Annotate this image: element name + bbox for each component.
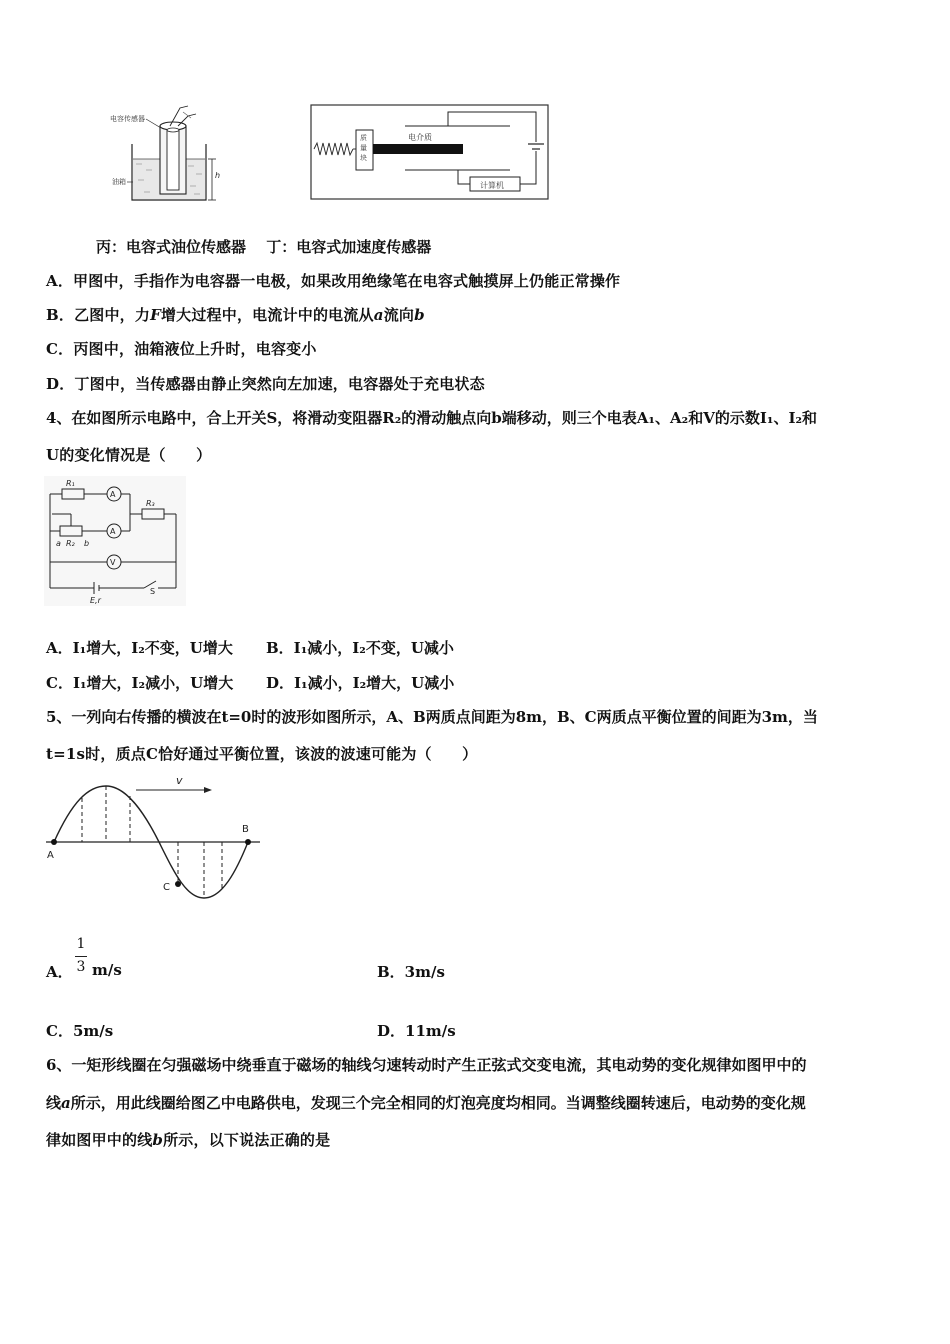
q3-option-d: D．丁图中，当传感器由静止突然向左加速，电容器处于充电状态 bbox=[46, 375, 485, 393]
q5-option-a-label: A． bbox=[46, 963, 73, 981]
q5-option-b: B．3m/s bbox=[377, 963, 445, 981]
circuit-a1: A bbox=[110, 490, 116, 499]
point-a bbox=[51, 839, 57, 845]
q4-option-c: C．I₁增大，I₂减小，U增大 bbox=[46, 674, 234, 692]
dielectric-label: 电介质 bbox=[408, 133, 432, 142]
q4-option-d: D．I₁减小，I₂增大，U减小 bbox=[266, 674, 455, 692]
q5-stem-line1: 5、一列向右传播的横波在t=0时的波形如图所示，A、B两质点间距为8m，B、C两质点平衡位置的间距为3m，当 bbox=[46, 708, 818, 726]
circuit-b: b bbox=[84, 539, 90, 548]
svg-text:量: 量 bbox=[360, 144, 367, 152]
circuit-figure bbox=[44, 476, 186, 606]
q3-option-c: C．丙图中，油箱液位上升时，电容变小 bbox=[46, 340, 317, 358]
q4-stem-line1: 4、在如图所示电路中，合上开关S，将滑动变阻器R₂的滑动触点向b端移动，则三个电表A₁、A₂和V的示数I₁、I₂和 bbox=[46, 409, 818, 427]
wave-figure bbox=[44, 772, 266, 906]
q3-option-a: A．甲图中，手指作为电容器一电极，如果改用绝缘笔在电容式触摸屏上仍能正常操作 bbox=[46, 272, 621, 290]
acceleration-sensor-figure bbox=[310, 104, 552, 202]
q4-stem-line2: U的变化情况是（ ） bbox=[46, 446, 212, 464]
q3-option-b: B．乙图中，力F增大过程中，电流计中的电流从a流向b bbox=[46, 306, 425, 324]
label-a: A bbox=[47, 850, 54, 861]
circuit-r3: R₃ bbox=[146, 499, 155, 508]
figure-caption: 丙：电容式油位传感器 丁：电容式加速度传感器 bbox=[96, 238, 432, 256]
q4-option-a: A．I₁增大，I₂不变，U增大 bbox=[46, 639, 233, 657]
point-b bbox=[245, 839, 251, 845]
oil-level-sensor-figure bbox=[108, 104, 233, 204]
sensor-label: 电容传感器 bbox=[110, 115, 145, 123]
computer-label: 计算机 bbox=[480, 181, 504, 190]
oil-label: 油箱 bbox=[112, 178, 126, 186]
label-b: B bbox=[242, 824, 249, 835]
q6-stem-line2: 线a所示，用此线圈给图乙中电路供电，发现三个完全相同的灯泡亮度均相同。当调整线圈转速后，电动势的变化规 bbox=[46, 1094, 806, 1112]
q5-option-a-fraction: 1 3 bbox=[76, 936, 86, 975]
q5-option-d: D．11m/s bbox=[377, 1022, 456, 1040]
q4-option-b: B．I₁减小，I₂不变，U减小 bbox=[266, 639, 454, 657]
q6-stem-line3: 律如图甲中的线b所示，以下说法正确的是 bbox=[46, 1131, 331, 1149]
circuit-a: a bbox=[56, 539, 61, 548]
q6-stem-line1: 6、一矩形线圈在匀强磁场中绕垂直于磁场的轴线匀速转动时产生正弦式交变电流，其电动势的变化规律如图甲中的 bbox=[46, 1056, 807, 1074]
circuit-r2: R₂ bbox=[66, 539, 75, 548]
point-c bbox=[175, 881, 181, 887]
circuit-v: V bbox=[110, 558, 116, 567]
mass-label: 质 bbox=[360, 134, 367, 142]
circuit-a2: A bbox=[110, 527, 116, 536]
svg-text:块: 块 bbox=[360, 154, 367, 162]
q5-stem-line2: t=1s时，质点C恰好通过平衡位置，该波的波速可能为（ ） bbox=[46, 745, 478, 763]
circuit-e: E,r bbox=[90, 596, 101, 605]
q5-option-c: C．5m/s bbox=[46, 1022, 114, 1040]
circuit-s: S bbox=[150, 587, 156, 596]
velocity-label: v bbox=[176, 774, 183, 787]
circuit-r1: R₁ bbox=[66, 479, 75, 488]
label-c: C bbox=[163, 882, 170, 893]
h-label: h bbox=[215, 171, 221, 180]
q5-option-a-unit: m/s bbox=[92, 961, 122, 979]
